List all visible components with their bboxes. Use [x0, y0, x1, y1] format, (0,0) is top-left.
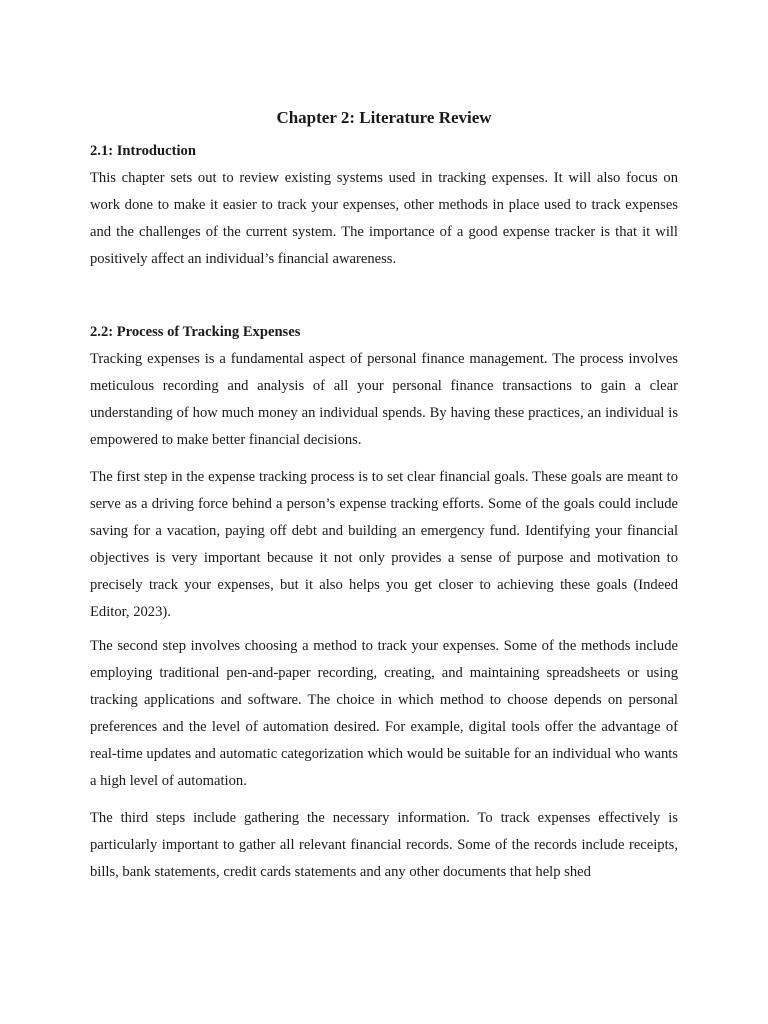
paragraph-introduction: This chapter sets out to review existing systems used in tracking expenses. It will also focus on work done to make it easier to track your expenses, other methods in place used to track expenses and the challenges of the current system. The importance of a good expense tracker is that it will positively affect an individual’s financial awareness. [90, 170, 678, 267]
paragraph-process-overview: Tracking expenses is a fundamental aspect of personal finance management. The process involves meticulous recording and analysis of all your personal finance transactions to gain a clear understanding of how much money an individual spends. By having these practices, an individual is empowered to make better financial decisions. [90, 351, 678, 448]
paragraph-third-step: The third steps include gathering the necessary information. To track expenses effectively is particularly important to gather all relevant financial records. Some of the records include receipts, bills, bank statements, credit cards statements and any other documents that help shed [90, 810, 678, 880]
paragraph-second-step: The second step involves choosing a method to track your expenses. Some of the methods include employing traditional pen-and-paper recording, creating, and maintaining spreadsheets or using tracking applications and software. The choice in which method to choose depends on personal preferences and the level of automation desired. For example, digital tools offer the advantage of real-time updates and automatic categorization which would be suitable for an individual who wants a high level of automation. [90, 638, 678, 789]
section-heading-process: 2.2: Process of Tracking Expenses [90, 324, 301, 340]
section-heading-introduction: 2.1: Introduction [90, 143, 196, 159]
paragraph-first-step: The first step in the expense tracking process is to set clear financial goals. These goals are meant to serve as a driving force behind a person’s expense tracking efforts. Some of the goals could include saving for a vacation, paying off debt and building an emergency fund. Identifying your financial objectives is very important because it not only provides a sense of purpose and motivation to precisely track your expenses, but it also helps you get closer to achieving these goals (Indeed Editor, 2023). [90, 469, 678, 620]
chapter-title: Chapter 2: Literature Review [276, 108, 492, 127]
